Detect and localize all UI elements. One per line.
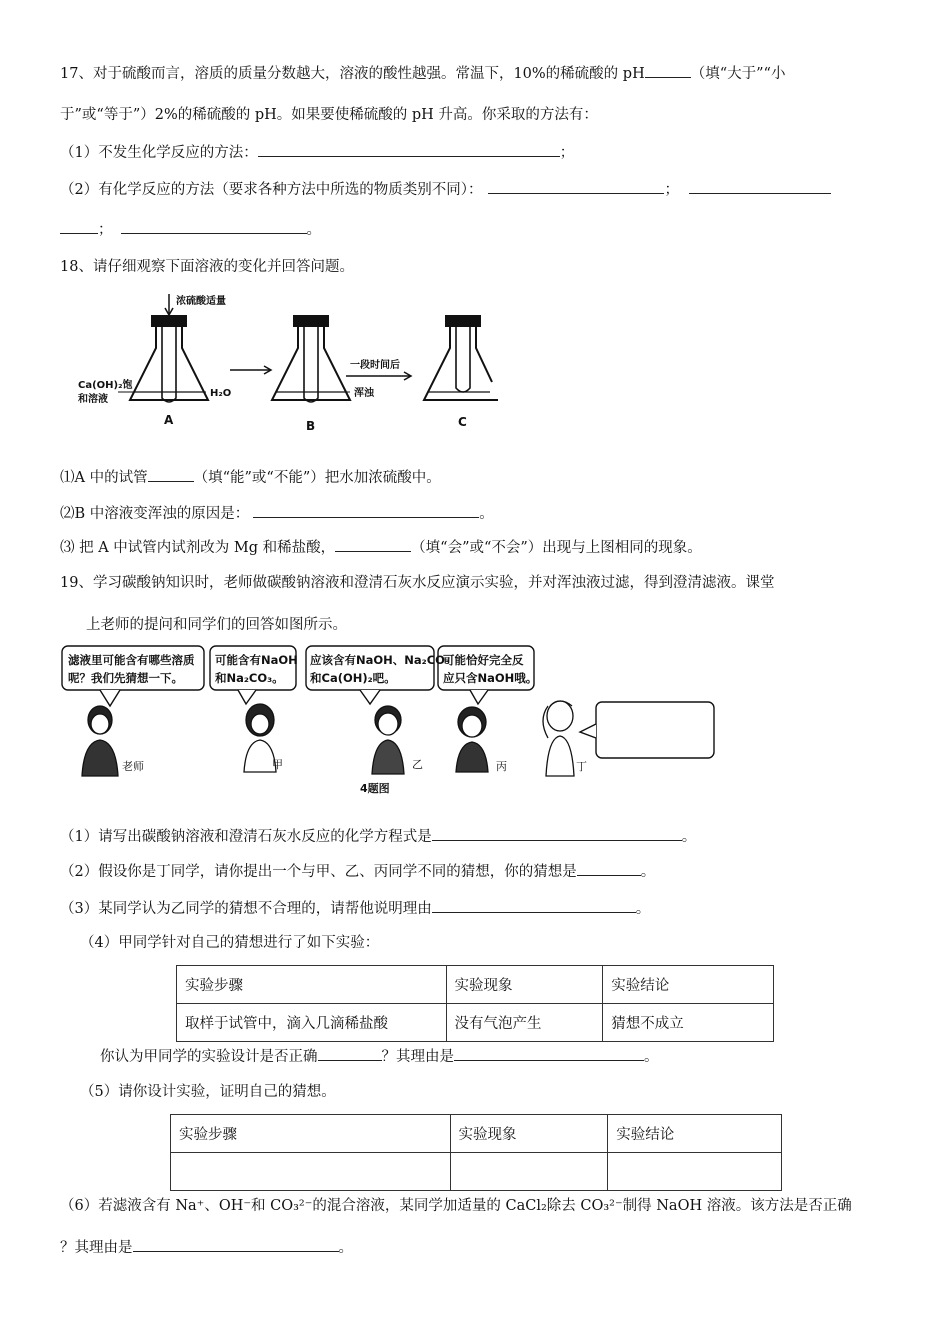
label-a: A (164, 413, 174, 427)
bubble-text: 可能含有NaOH (215, 653, 298, 667)
flask-c (424, 323, 498, 400)
person-teacher (82, 706, 118, 776)
blank[interactable] (645, 63, 691, 78)
blank[interactable] (121, 219, 307, 234)
label-teacher: 老师 (122, 760, 144, 773)
table-cell: 取样于试管中，滴入几滴稀盐酸 (177, 1004, 447, 1042)
test-tube-b (304, 318, 318, 402)
label-h2o: H₂O (210, 388, 232, 399)
flask-a (130, 323, 208, 400)
q19-part4: （4）甲同学针对自己的猜想进行了如下实验： (80, 935, 380, 951)
label-time: 一段时间后 (350, 360, 400, 371)
table-cell[interactable] (608, 1153, 782, 1191)
label-yi: 乙 (412, 758, 423, 771)
q17-part1: （1）不发生化学反应的方法： ； (60, 142, 574, 163)
q18-sub2: ⑵B 中溶液变浑浊的原因是： 。 (60, 503, 494, 524)
table-header: 实验现象 (446, 966, 603, 1004)
q19-part4b: 你认为甲同学的实验设计是否正确 ？其理由是 。 (100, 1046, 659, 1067)
bubble-text: 可能恰好完全反 (443, 653, 524, 667)
label-caoh2: 和溶液 (78, 394, 108, 405)
q18-title: 18、请仔细观察下面溶液的变化并回答问题。 (60, 259, 354, 275)
q19-part5: （5）请你设计实验，证明自己的猜想。 (80, 1084, 336, 1100)
blank[interactable] (577, 861, 641, 876)
blank[interactable] (432, 898, 636, 913)
experiment-table-2 (170, 1114, 782, 1191)
q19-part2: （2）假设你是丁同学，请你提出一个与甲、乙、丙同学不同的猜想，你的猜想是 。 (60, 861, 655, 882)
blank[interactable] (258, 142, 560, 157)
person-bing (456, 707, 488, 772)
person-ding (543, 701, 574, 776)
table-cell: 猜想不成立 (603, 1004, 774, 1042)
blank[interactable] (133, 1237, 339, 1252)
bubble-text: 和Ca(OH)₂吧。 (310, 671, 396, 685)
experiment-table-1 (176, 965, 774, 1042)
q17-line1: 17、对于硫酸而言，溶质的质量分数越大，溶液的酸性越强。常温下，10%的稀硫酸的 pH （填“大于”“小 (60, 63, 785, 84)
bubble-text: 呢？我们先猜想一下。 (68, 671, 183, 685)
label-turbid: 浑浊 (354, 388, 374, 399)
table-header: 实验现象 (450, 1115, 608, 1153)
person-yi (372, 706, 404, 774)
q18-sub1: ⑴A 中的试管 （填“能”或“不能”）把水加浓硫酸中。 (60, 467, 441, 488)
bubble-ding (596, 702, 714, 758)
label-caoh: Ca(OH)₂饱 (78, 380, 133, 391)
blank[interactable] (432, 826, 682, 841)
blank[interactable] (148, 467, 194, 482)
table-cell: 没有气泡产生 (446, 1004, 603, 1042)
blank[interactable] (60, 219, 98, 234)
q19-line1: 19、学习碳酸钠知识时，老师做碳酸钠溶液和澄清石灰水反应演示实验，并对浑浊液过滤，得到澄清滤液。课堂 (60, 575, 775, 591)
label-ding: 丁 (576, 760, 587, 773)
figure-caption: 4题图 (360, 782, 390, 795)
test-tube-c (456, 318, 470, 392)
q19-part3: （3）某同学认为乙同学的猜想不合理的，请帮他说明理由 。 (60, 898, 650, 919)
q19-part1: （1）请写出碳酸钠溶液和澄清石灰水反应的化学方程式是 。 (60, 826, 696, 847)
q19-part6: （6）若滤液含有 Na⁺、OH⁻和 CO₃²⁻的混合溶液，某同学加适量的 CaCl₂除去 CO₃²⁻制得 NaOH 溶液。该方法是否正确 (60, 1198, 852, 1214)
test-tube-a (162, 318, 176, 402)
bubble-text: 应只含NaOH哦。 (443, 671, 538, 685)
label-jia: 甲 (272, 758, 283, 771)
q18-sub3: ⑶ 把 A 中试管内试剂改为 Mg 和稀盐酸， （填“会”或“不会”）出现与上图相同的现象。 (60, 537, 702, 558)
bubble-text: 应该含有NaOH、Na₂CO₃ (310, 653, 450, 667)
table-cell[interactable] (171, 1153, 451, 1191)
flask-figure (78, 288, 498, 433)
bubble-text: 和Na₂CO₃。 (215, 671, 284, 685)
cartoon-figure (60, 644, 720, 800)
table-header: 实验步骤 (177, 966, 447, 1004)
table-cell[interactable] (450, 1153, 608, 1191)
q17-part2: （2）有化学反应的方法（要求各种方法中所选的物质类别不同）： ； (60, 179, 831, 200)
label-c: C (458, 415, 467, 429)
table-header: 实验结论 (608, 1115, 782, 1153)
q17-part2-cont: ； 。 (60, 219, 321, 240)
label-b: B (306, 419, 316, 433)
q19-line2: 上老师的提问和同学们的回答如图所示。 (86, 617, 347, 633)
blank[interactable] (454, 1046, 644, 1061)
q19-part6b: ？其理由是 。 (60, 1237, 353, 1258)
label-acid: 浓硫酸适量 (176, 296, 226, 307)
flask-b (272, 323, 350, 400)
q17-line2: 于”或“等于”）2%的稀硫酸的 pH。如果要使稀硫酸的 pH 升高。你采取的方法有： (60, 107, 598, 123)
blank[interactable] (253, 503, 479, 518)
blank[interactable] (689, 179, 831, 194)
table-header: 实验步骤 (171, 1115, 451, 1153)
stopper-a (152, 316, 186, 326)
blank[interactable] (335, 537, 411, 552)
bubble-text: 滤液里可能含有哪些溶质 (68, 653, 195, 667)
blank[interactable] (488, 179, 664, 194)
blank[interactable] (318, 1046, 382, 1061)
table-header: 实验结论 (603, 966, 774, 1004)
label-bing: 丙 (496, 760, 507, 773)
